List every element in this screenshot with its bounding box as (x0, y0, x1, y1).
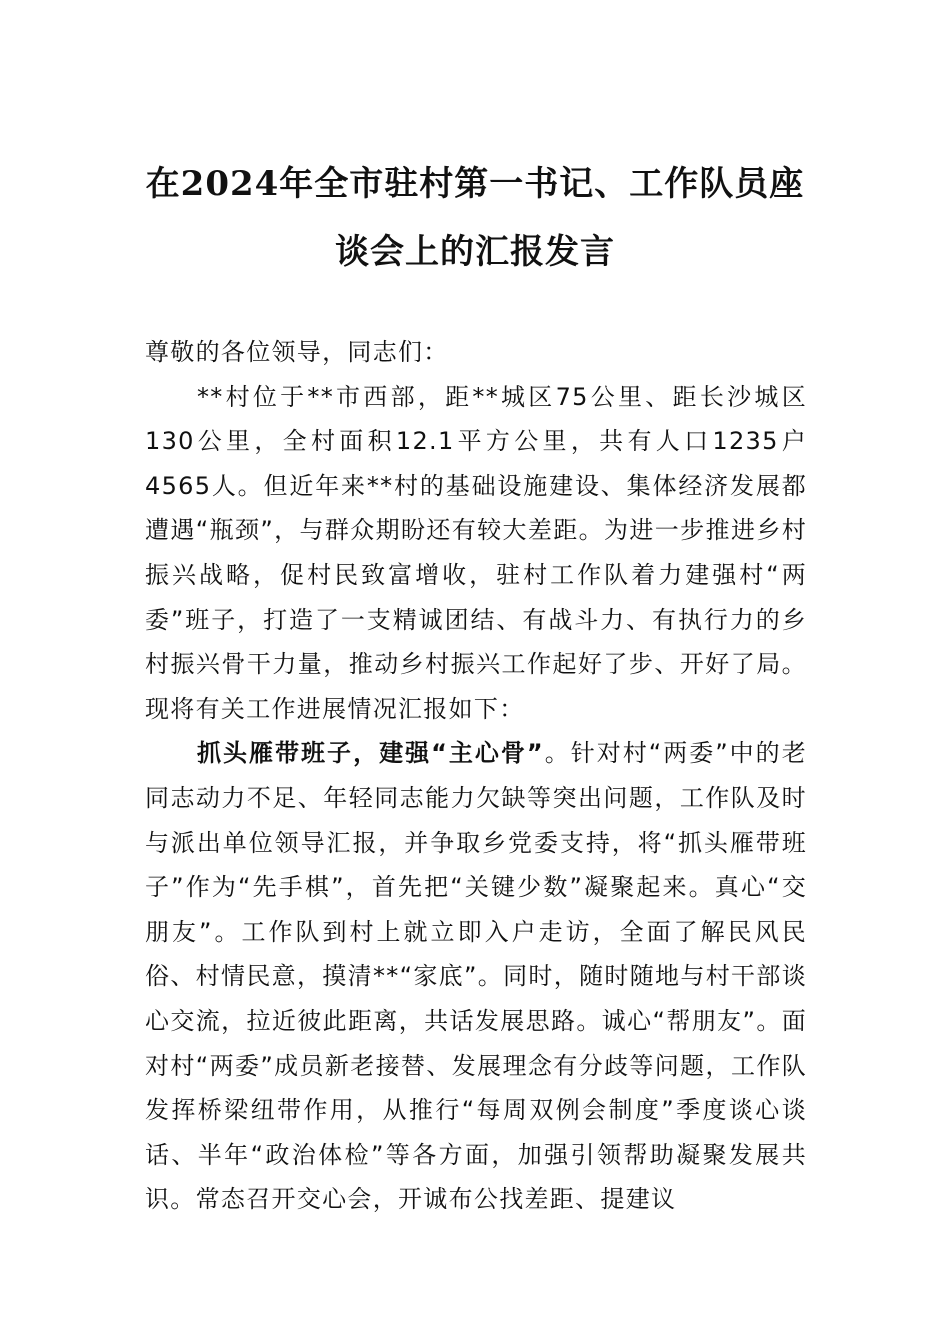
title-line-1: 在2024年全市驻村第一书记、工作队员座 (145, 164, 805, 204)
paragraph-section-1 (145, 731, 807, 1222)
document-title (140, 150, 810, 286)
document-body (145, 330, 807, 1222)
section-heading: 抓头雁带班子，建强“主心骨” (197, 739, 544, 768)
section-text: 。针对村“两委”中的老同志动力不足、年轻同志能力欠缺等突出问题，工作队及时与派出单位领导汇报，并争取乡党委支持，将“抓头雁带班子”作为“先手棋”，首先把“关键少数”凝聚起来。真心“交朋友”。工作队到村上就立即入户走访，全面了解民风民俗、村情民意，摸清**“家底”。同时，随时随地与村干部谈心交流，拉近彼此距离，共话发展思路。诚心“帮朋友”。面对村“两委”成员新老接替、发展理念有分歧等问题，工作队发挥桥梁纽带作用，从推行“每周双例会制度”季度谈心谈话、半年“政治体检”等各方面，加强引领帮助凝聚发展共识。常态召开交心会，开诚布公找差距、提建议 (145, 739, 807, 1214)
paragraph-intro: **村位于**市西部，距**城区75公里、距长沙城区130公里，全村面积12.1平方公里，共有人口1235户4565人。但近年来**村的基础设施建设、集体经济发展都遭遇“瓶颈”，与群众期盼还有较大差距。为进一步推进乡村振兴战略，促村民致富增收，驻村工作队着力建强村“两委”班子，打造了一支精诚团结、有战斗力、有执行力的乡村振兴骨干力量，推动乡村振兴工作起好了步、开好了局。现将有关工作进展情况汇报如下： (145, 382, 807, 723)
salutation: 尊敬的各位领导，同志们： (145, 338, 449, 366)
title-line-2: 谈会上的汇报发言 (335, 232, 615, 272)
